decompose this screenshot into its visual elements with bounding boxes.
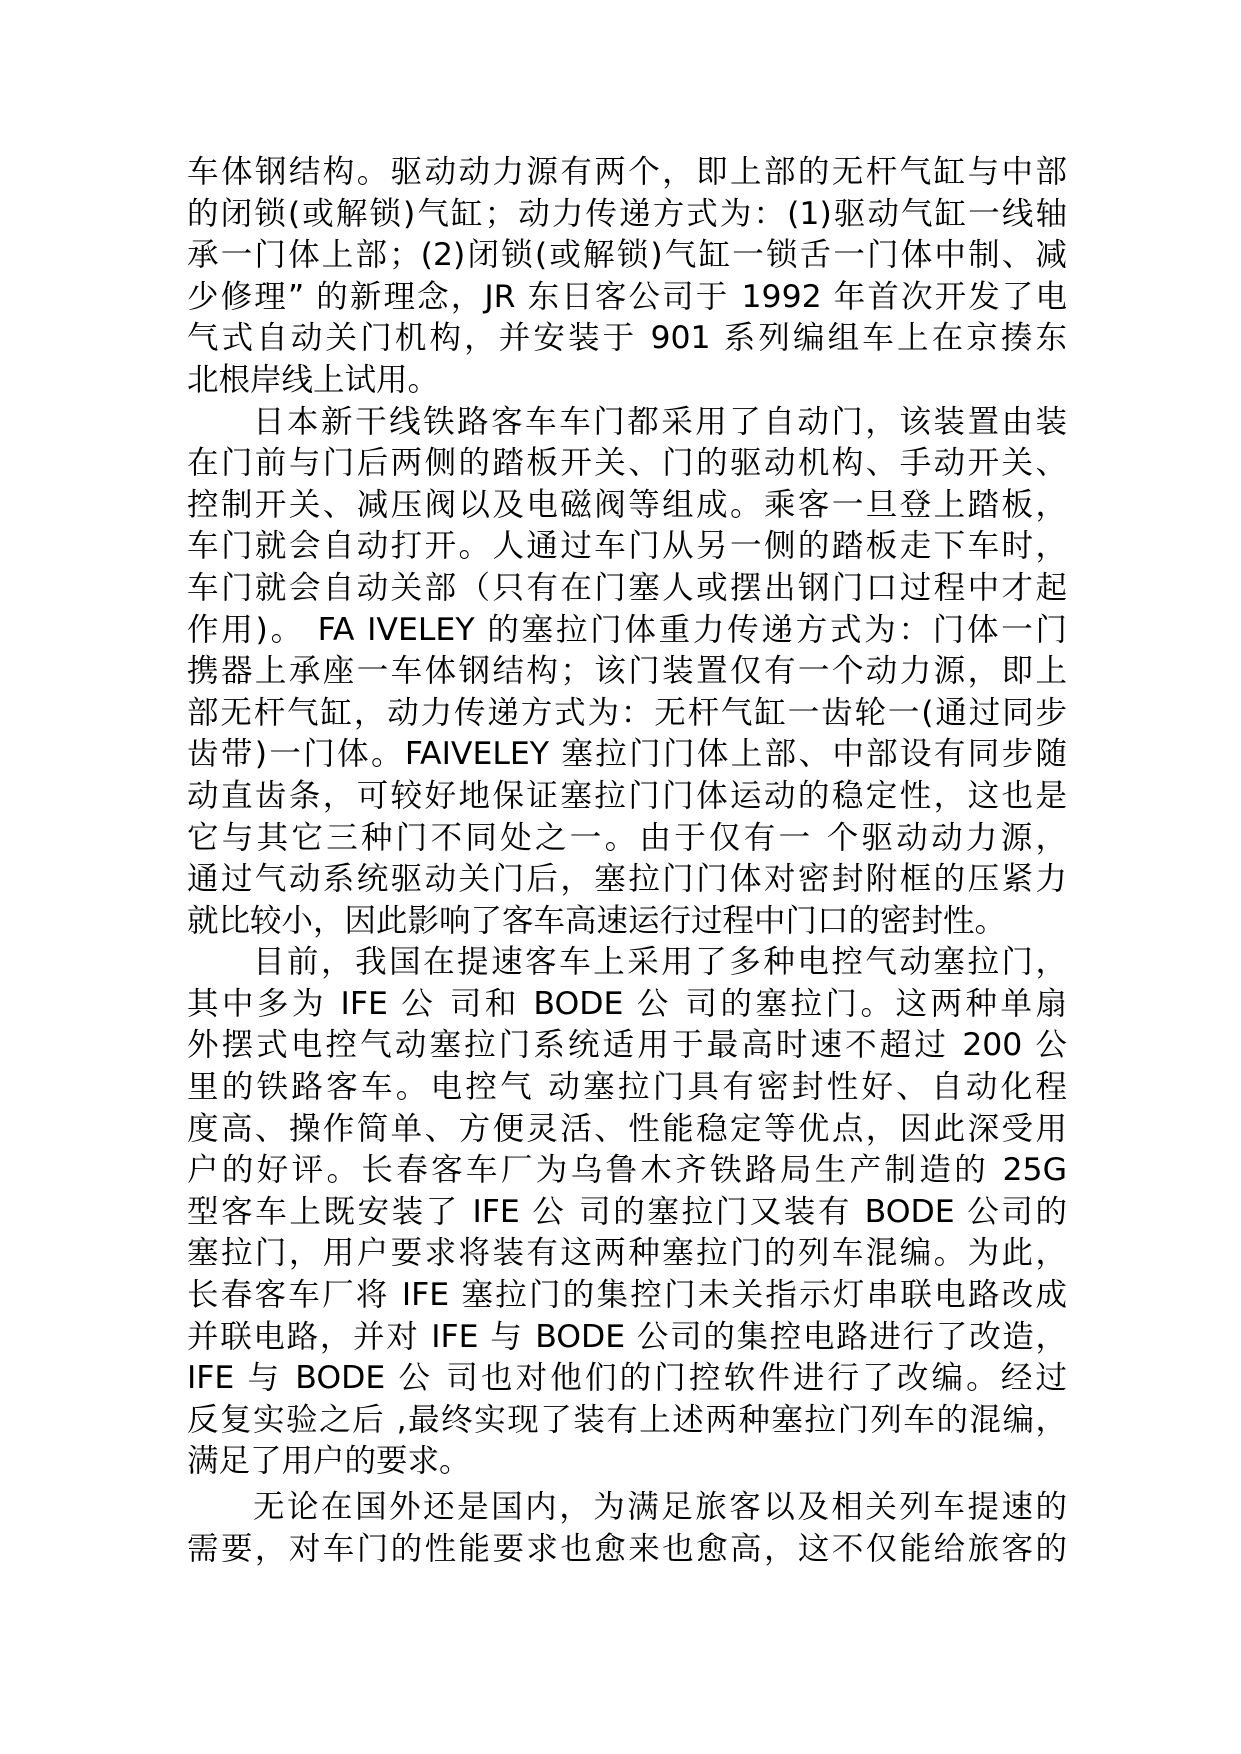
text-line: 无论在国外还是国内，为满足旅客以及相关列车提速的 <box>253 1489 1067 1525</box>
text-line: 目前，我国在提速客车上采用了多种电控气动塞拉门， <box>253 944 1067 981</box>
text-line: 需要，对车门的性能要求也愈来也愈高，这不仅能给旅客的 <box>187 1530 1067 1567</box>
text-line: 作用)。 FA IVELEY 的塞拉门体重力传递方式为：门体一门 <box>187 611 1067 648</box>
text-line: 车门就会自动关部（只有在门塞人或摆出钢门口过程中才起 <box>187 569 1067 606</box>
text-line: 北根岸线上试用。 <box>187 361 440 398</box>
text-line: 型客车上既安装了 IFE 公 司的塞拉门又装有 BODE 公司的 <box>187 1193 1067 1230</box>
text-line: 度高、操作简单、方便灵活、性能稳定等优点，因此深受用 <box>187 1110 1067 1147</box>
text-line: 动直齿条，可较好地保证塞拉门门体运动的稳定性，这也是 <box>187 777 1067 814</box>
text-line: 车门就会自动打开。人通过车门从另一侧的踏板走下车时， <box>187 528 1067 565</box>
text-line: 车体钢结构。驱动动力源有两个，即上部的无杆气缸与中部 <box>187 154 1067 190</box>
text-line: IFE 与 BODE 公 司也对他们的门控软件进行了改编。经过 <box>187 1360 1067 1397</box>
text-line: 其中多为 IFE 公 司和 BODE 公 司的塞拉门。这两种单扇 <box>187 985 1067 1022</box>
text-line: 气式自动关门机构，并安装于 901 系列编组车上在京揍东 <box>187 320 1067 357</box>
text-line: 齿带)一门体。FAIVELEY 塞拉门门体上部、中部设有同步随 <box>187 736 1067 773</box>
paragraph-door-performance <box>187 1487 1067 1570</box>
paragraph-japan-shinkansen <box>187 402 1067 943</box>
text-line: 它与其它三种门不同处之一。由于仅有一 个驱动动力源， <box>187 819 1067 856</box>
text-line: 里的铁路客车。电控气 动塞拉门具有密封性好、自动化程 <box>187 1069 1067 1106</box>
paragraph-china-plug-doors <box>187 942 1067 1483</box>
text-line: 通过气动系统驱动关门后，塞拉门门体对密封附框的压紧力 <box>187 861 1067 898</box>
text-line: 携器上承座一车体钢结构；该门装置仅有一个动力源，即上 <box>187 653 1067 690</box>
text-line: 在门前与门后两侧的踏板开关、门的驱动机构、手动开关、 <box>187 445 1067 482</box>
text-line: 就比较小，因此影响了客车高速运行过程中门口的密封性。 <box>187 902 1007 939</box>
text-line: 并联电路，并对 IFE 与 BODE 公司的集控电路进行了改造， <box>187 1318 1067 1355</box>
text-line: 少修理” 的新理念，JR 东日客公司于 1992 年首次开发了电 <box>187 278 1067 315</box>
text-line: 的闭锁(或解锁)气缸；动力传递方式为：(1)驱动气缸一线轴 <box>187 195 1067 232</box>
paragraph-continuation <box>187 152 1067 402</box>
text-line: 长春客车厂将 IFE 塞拉门的集控门未关指示灯串联电路改成 <box>187 1277 1067 1314</box>
text-line: 控制开关、减压阀以及电磁阀等组成。乘客一旦登上踏板， <box>187 486 1067 523</box>
text-line: 日本新干线铁路客车车门都采用了自动门，该装置由装 <box>253 403 1067 440</box>
text-line: 外摆式电控气动塞拉门系统适用于最高时速不超过 200 公 <box>187 1027 1067 1064</box>
document-body <box>187 152 1067 1570</box>
text-line: 反复实验之后 ,最终实现了装有上述两种塞拉门列车的混编， <box>187 1401 1067 1438</box>
text-line: 满足了用户的要求。 <box>187 1443 471 1480</box>
text-line: 承一门体上部；(2)闭锁(或解锁)气缸一锁舌一门体中制、减 <box>187 237 1067 274</box>
text-line: 户的好评。长春客车厂为乌鲁木齐铁路局生产制造的 25G <box>187 1152 1067 1189</box>
text-line: 部无杆气缸，动力传递方式为：无杆气缸一齿轮一(通过同步 <box>187 694 1067 731</box>
text-line: 塞拉门，用户要求将装有这两种塞拉门的列车混编。为此， <box>187 1235 1067 1272</box>
